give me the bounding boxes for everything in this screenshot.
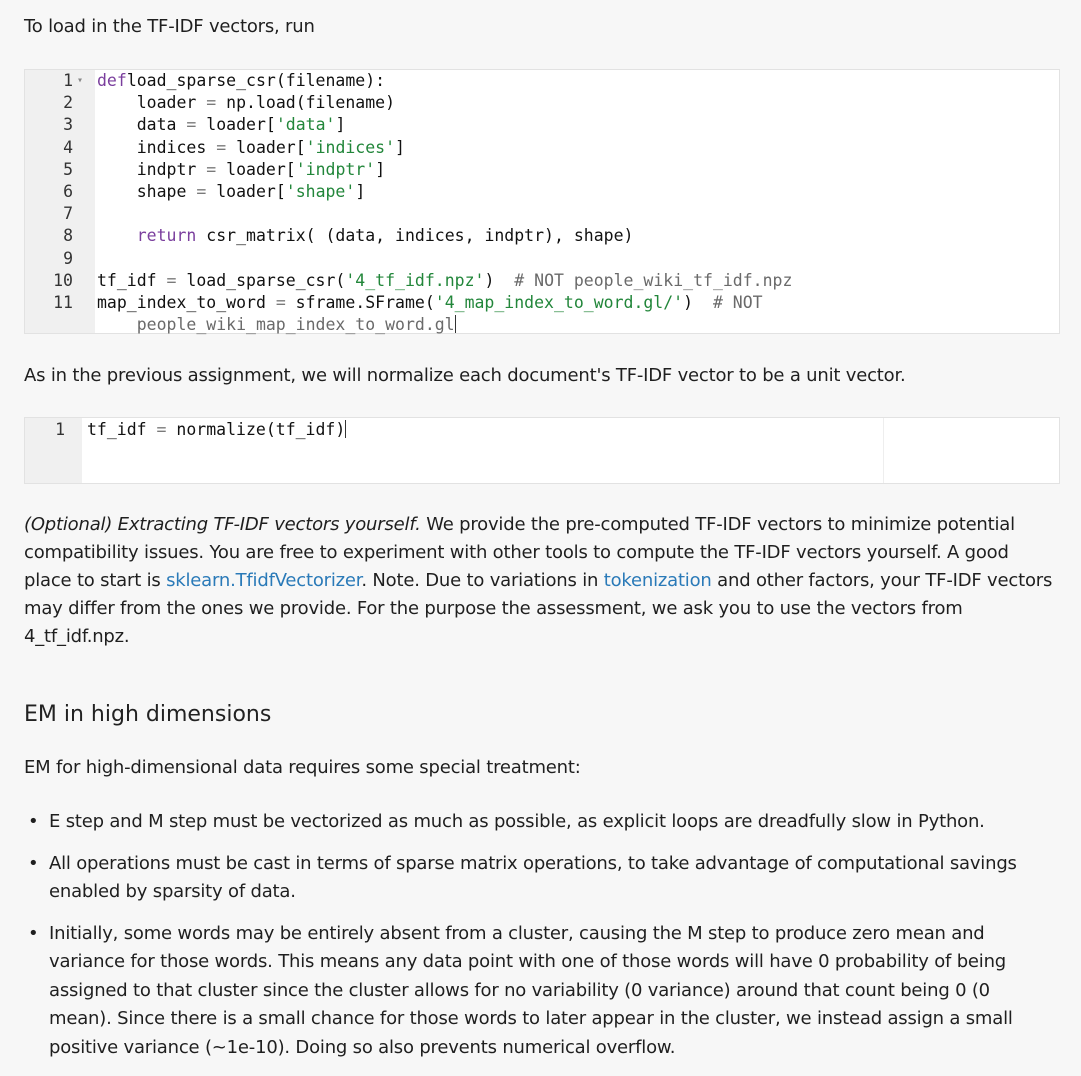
line-number: 10 [53,270,73,290]
code-text: map_index_to_word = sframe.SFrame('4_map_index_to_word.gl/') # NOT [97,293,763,312]
line-number: 4 [63,137,73,157]
optional-italic: (Optional) Extracting TF-IDF vectors yourself. [24,514,421,535]
code-line [25,225,1059,247]
bullet-item: • Initially, some words may be entirely absent from a cluster, causing the M step to produce zero mean and variance for those words. This means any data point with one of those words will have 0 probability of being assigned to that cluster since the cluster allows for no variability (0 variance) around that count being 0 (0 mean). Since there is a small chance for those words to later appear in the cluster, we instead assign a small positive variance (~1e-10). Doing so also prevents numerical overflow. [24,920,1054,1063]
code-cell-normalize[interactable] [24,417,1060,484]
code-line [25,270,1059,292]
bullet-item: • All operations must be cast in terms of sparse matrix operations, to take advantage of computational savings enabled by sparsity of data. [24,850,1054,907]
tokenization-link[interactable]: tokenization [603,570,712,591]
code-line [25,203,1059,225]
code-text: loader = np.load(filename) [97,93,396,113]
code-line [25,92,1059,114]
text-cursor [455,315,456,333]
code-text: data = loader['data'] [97,115,346,135]
code-line [25,292,1059,314]
line-number: 1 [55,420,65,439]
code-cell-load[interactable] [24,69,1060,334]
line-number: 7 [63,204,73,224]
optional-text-2: . Note. Due to variations in [361,570,604,591]
bullet-item: • E step and M step must be vectorized as much as possible, as explicit loops are dreadfully slow in Python. [24,808,1054,837]
code-line [25,159,1059,181]
code-line [25,314,1059,336]
text-cursor [345,420,346,438]
line-number: 11 [53,293,73,312]
code-line [25,114,1059,136]
code-line [25,181,1059,203]
line-number: 9 [63,248,73,268]
line-number: 1 [63,71,73,90]
line-number: 2 [63,93,73,113]
code-line [25,419,1059,441]
intro-text: To load in the TF-IDF vectors, run [24,16,315,37]
fold-arrow-icon[interactable]: ▾ [77,75,84,86]
optional-text-1: We provide the pre-computed TF-IDF vectors to minimize potential compatibility issues. You are free to experiment with other tools to compute the TF-IDF vectors yourself. A good place to start is [24,514,1015,591]
bullet-list [24,808,1054,1075]
line-number: 6 [63,182,73,201]
code-text: shape = loader['shape'] [97,182,366,201]
section-intro: EM for high-dimensional data requires some special treatment: [24,757,581,778]
code-text: tf_idf = normalize(tf_idf) [87,420,346,439]
optional-text-3: and other factors, your TF-IDF vectors may differ from the ones we provide. For the purpose the assessment, we ask you to use the vectors from 4_tf_idf.npz. [24,570,1053,647]
code-text: people_wiki_map_index_to_word.gl [97,315,455,335]
code-text: tf_idf = load_sparse_csr('4_tf_idf.npz') # NOT people_wiki_tf_idf.npz [97,270,793,290]
line-number: 8 [63,226,73,246]
code-line [25,248,1059,270]
line-number: 5 [63,159,73,179]
optional-paragraph [24,511,1058,651]
code-line [25,137,1059,159]
section-heading: EM in high dimensions [24,702,272,727]
line-number: 3 [63,115,73,135]
code-text: defload_sparse_csr(filename): [97,71,386,90]
code-text: indptr = loader['indptr'] [97,159,386,179]
normalize-text: As in the previous assignment, we will normalize each document's TF-IDF vector to be a unit vector. [24,365,906,386]
code-line [25,70,1059,92]
sklearn-tfidf-link[interactable]: sklearn.TfidfVectorizer [166,570,362,591]
code-text: indices = loader['indices'] [97,137,405,157]
code-text: return csr_matrix( (data, indices, indptr), shape) [136,226,634,246]
